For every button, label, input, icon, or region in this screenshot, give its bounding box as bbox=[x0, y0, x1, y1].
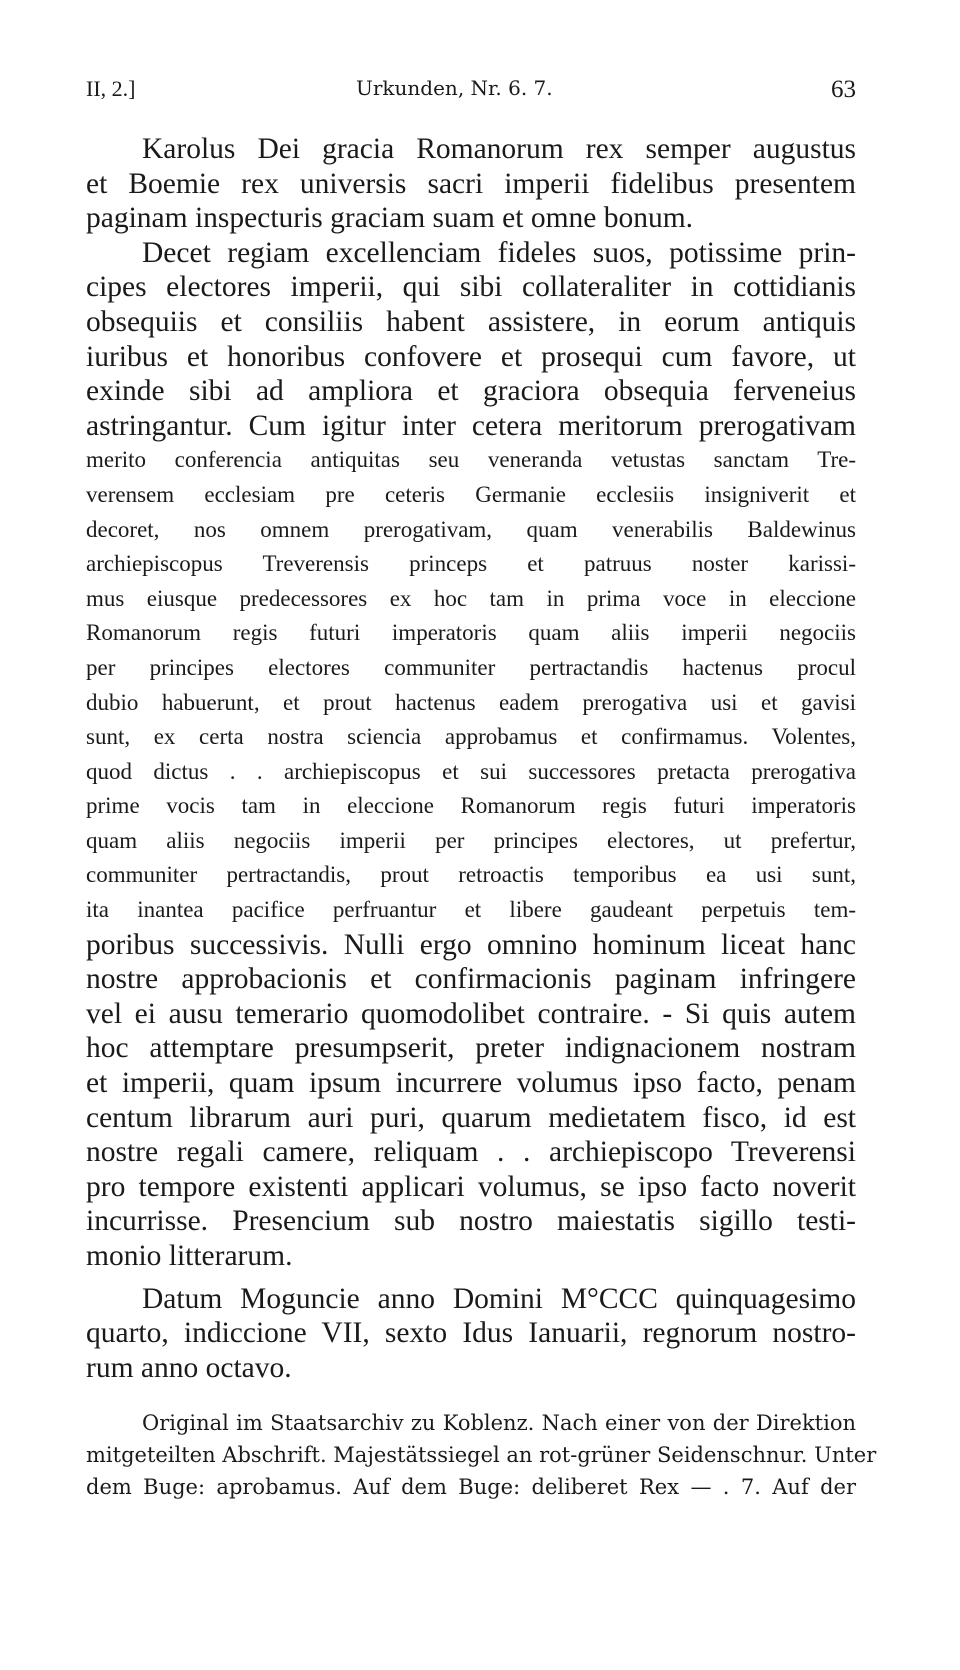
text-line: archiepiscopus Treverensis princeps et patruus noster karissi- bbox=[86, 551, 856, 577]
text-line: ita inantea pacifice perfruantur et libere gaudeant perpetuis tem- bbox=[86, 897, 856, 923]
note-line: Original im Staatsarchiv zu Koblenz. Nach einer von der Direktion bbox=[142, 1411, 856, 1435]
text-line: nostre approbacionis et confirmacionis paginam infringere bbox=[86, 963, 856, 996]
text-line: decoret, nos omnem prerogativam, quam venerabilis Baldewinus bbox=[86, 516, 856, 542]
text-line: centum librarum auri puri, quarum medietatem fisco, id est bbox=[86, 1101, 856, 1134]
text-line: merito conferencia antiquitas seu veneranda vetustas sanctam Tre- bbox=[86, 447, 856, 473]
datum-line: quarto, indiccione VII, sexto Idus Ianuarii, regnorum nostro- bbox=[86, 1317, 856, 1350]
text-line: iuribus et honoribus confovere et prosequi cum favore, ut bbox=[86, 340, 856, 373]
text-line: mus eiusque predecessores ex hoc tam in prima voce in eleccione bbox=[86, 585, 856, 611]
text-line: exinde sibi ad ampliora et graciora obsequia ferveneius bbox=[86, 375, 856, 408]
text-line: quod dictus . . archiepiscopus et sui successores pretacta prerogativa bbox=[86, 758, 856, 784]
charter-text bbox=[86, 132, 856, 1385]
text-line: obsequiis et consiliis habent assistere, in eorum antiquis bbox=[86, 305, 856, 338]
text-line: pro tempore existenti applicari volumus, se ipso facto noverit bbox=[86, 1170, 856, 1203]
text-line: incurrisse. Presencium sub nostro maiestatis sigillo testi- bbox=[86, 1205, 856, 1238]
text-line: paginam inspecturis graciam suam et omne bonum. bbox=[86, 202, 694, 235]
text-line: Karolus Dei gracia Romanorum rex semper augustus bbox=[142, 133, 856, 165]
page-number: 63 bbox=[831, 76, 856, 103]
header-title: Urkunden, Nr. 6. 7. bbox=[356, 76, 553, 100]
text-line: per principes electores communiter pertractandis hactenus procul bbox=[86, 654, 856, 680]
text-line: poribus successivis. Nulli ergo omnino hominum liceat hanc bbox=[86, 928, 856, 961]
text-line: vel ei ausu temerario quomodolibet contraire. - Si quis autem bbox=[86, 997, 856, 1030]
text-line: et Boemie rex universis sacri imperii fidelibus presentem bbox=[86, 167, 856, 200]
text-line: dubio habuerunt, et prout hactenus eadem prerogativa usi et gavisi bbox=[86, 689, 856, 715]
text-line: prime vocis tam in eleccione Romanorum regis futuri imperatoris bbox=[86, 793, 856, 819]
editorial-note bbox=[86, 1407, 877, 1503]
text-line: hoc attemptare presumpserit, preter indignacionem nostram bbox=[86, 1032, 856, 1065]
text-line: monio litterarum. bbox=[86, 1240, 293, 1272]
text-line: verensem ecclesiam pre ceteris Germanie ecclesiis insigniverit et bbox=[86, 481, 856, 507]
text-line: cipes electores imperii, qui sibi collateraliter in cottidianis bbox=[86, 271, 856, 304]
text-line: et imperii, quam ipsum incurrere volumus ipso facto, penam bbox=[86, 1067, 856, 1100]
text-line: quam aliis negociis imperii per principes electores, ut prefertur, bbox=[86, 827, 856, 853]
datum-line: Datum Moguncie anno Domini M°CCC quinquagesimo bbox=[142, 1282, 856, 1315]
text-line: nostre regali camere, reliquam . . archiepiscopo Treverensi bbox=[86, 1136, 856, 1169]
text-line: Romanorum regis futuri imperatoris quam aliis imperii negociis bbox=[86, 620, 856, 646]
text-line: Decet regiam excellenciam fideles suos, potissime prin- bbox=[142, 236, 856, 269]
text-line: astringantur. Cum igitur inter cetera meritorum prerogativam bbox=[86, 409, 856, 442]
note-line: mitgeteilten Abschrift. Majestätssiegel an rot-grüner Seidenschnur. Unter bbox=[86, 1443, 877, 1467]
header-section-ref: II, 2.] bbox=[86, 76, 136, 101]
running-header bbox=[86, 76, 856, 116]
datum-line: rum anno octavo. bbox=[86, 1351, 292, 1384]
note-line: dem Buge: aprobamus. Auf dem Buge: deliberet Rex — . 7. Auf der bbox=[86, 1475, 856, 1499]
text-line: sunt, ex certa nostra sciencia approbamus et confirmamus. Volentes, bbox=[86, 724, 856, 750]
text-line: communiter pertractandis, prout retroactis temporibus ea usi sunt, bbox=[86, 862, 856, 888]
